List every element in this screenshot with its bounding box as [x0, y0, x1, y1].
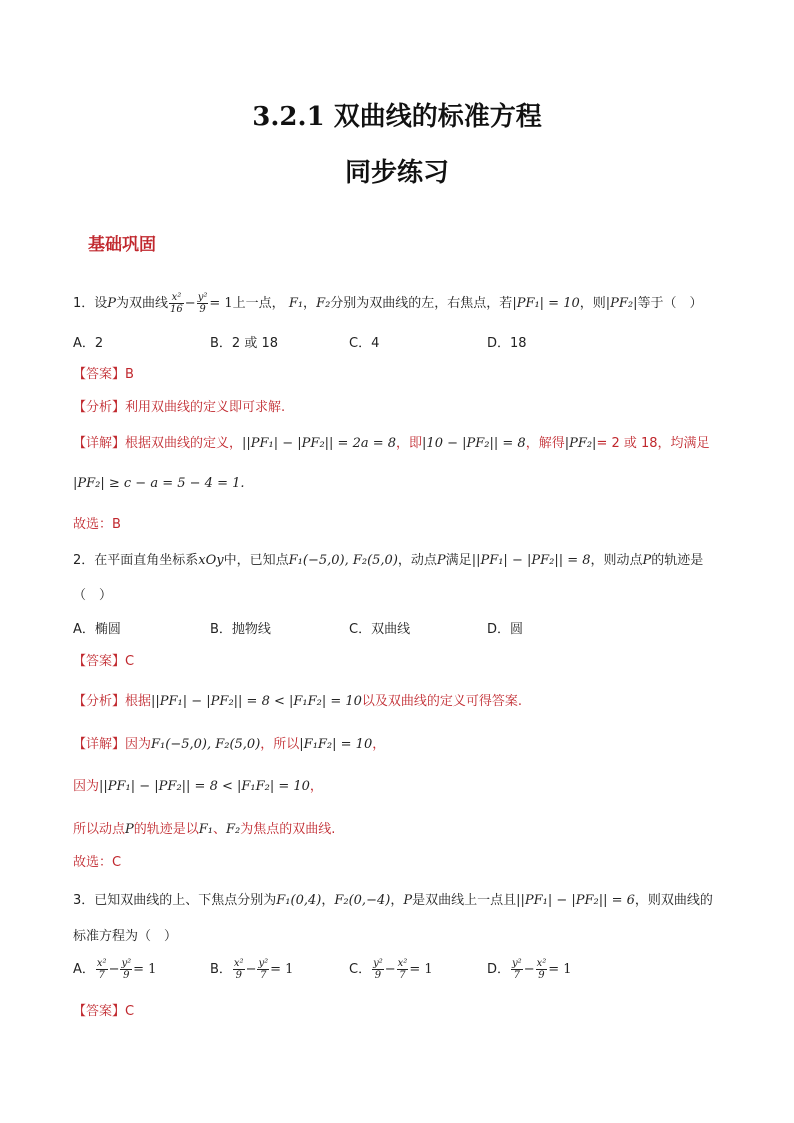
q1-stem-c: 上一点，	[232, 296, 285, 311]
q2-stem-e: ，则动点	[590, 553, 643, 568]
q1-var-p: P	[107, 296, 117, 311]
q1-stem-e: ，则	[579, 296, 606, 311]
q2-analysis-a: 【分析】根据	[73, 694, 152, 709]
q1-eq1: = 1	[209, 296, 233, 311]
q1-choice: 故选：B	[73, 517, 121, 532]
q3-option-a: A． $\frac{\text{x²}}{7}$ − $\frac{\text{y²}}{9}$ = 1	[73, 958, 157, 981]
q3-stem-a: 3．已知双曲线的上、下焦点分别为	[73, 893, 277, 908]
q1-detail-pf2: |PF₂|	[564, 436, 597, 451]
q2-stem-f: 的轨迹是	[651, 553, 704, 568]
q1-stem-d: 分别为双曲线的左，右焦点，若	[330, 296, 513, 311]
q1-diff-eq: ||PF₁| − |PF₂|| = 2a = 8	[242, 436, 397, 451]
q3-answer: 【答案】C	[73, 1004, 135, 1019]
q2-stem	[73, 549, 703, 568]
q1-pf1-eq: |PF₁| = 10	[512, 296, 580, 311]
q2-analysis-b: 以及双曲线的定义可得答案.	[361, 694, 523, 709]
q1-stem-b: 为双曲线	[116, 296, 169, 311]
q3-option-d: D． $\frac{\text{y²}}{7}$ − $\frac{\text{x²}}{9}$ = 1	[487, 958, 572, 981]
q2-detail-line2-a: 因为	[73, 779, 100, 794]
q2-detail-points: F₁(−5,0), F₂(5,0)	[151, 737, 261, 752]
q2-option-a: A．椭圆	[73, 622, 121, 637]
q1-option-a: A．2	[73, 336, 104, 351]
q2-line3-f2: F₂	[226, 822, 241, 837]
q2-line3-a: 所以动点	[73, 822, 126, 837]
q2-detail	[73, 733, 385, 752]
q1-detail-d: = 2 或 18，均满足	[596, 436, 710, 451]
q1-option-c: C．4	[349, 336, 380, 351]
q2-line3-b: 的轨迹是以	[133, 822, 199, 837]
q1-f1: F₁	[288, 296, 304, 311]
q1-pf2: |PF₂|	[605, 296, 638, 311]
page-title: 3.2.1 双曲线的标准方程	[252, 102, 542, 132]
q1-answer: 【答案】B	[73, 367, 134, 382]
q2-option-c: C．双曲线	[349, 622, 411, 637]
q2-var-p2: P	[642, 553, 652, 568]
q2-detail-comma: ，	[372, 737, 386, 752]
q2-detail-a: 【详解】因为	[73, 737, 152, 752]
page-subtitle: 同步练习	[344, 158, 449, 188]
q3-stem	[73, 889, 713, 908]
q1-detail	[73, 432, 710, 451]
q1-ten-eq: |10 − |PF₂|| = 8	[422, 436, 526, 451]
q1-f2: F₂	[316, 296, 331, 311]
q1-stem	[73, 292, 703, 315]
q1-detail-c: ，解得	[525, 436, 565, 451]
q3-stem-line2: 标准方程为（ ）	[73, 929, 178, 944]
q1-detail-a: 【详解】根据双曲线的定义，	[73, 436, 243, 451]
q2-line3-p: P	[125, 822, 134, 837]
q1-comma: ，	[303, 296, 317, 311]
section-heading: 基础巩固	[88, 235, 156, 255]
q2-diff8: ||PF₁| − |PF₂|| = 8	[471, 553, 591, 568]
q2-detail-b: ，所以	[260, 737, 300, 752]
q3-stem-b: ，	[321, 893, 335, 908]
q2-analysis	[73, 690, 522, 709]
q2-answer: 【答案】C	[73, 654, 135, 669]
q2-var-p: P	[436, 553, 446, 568]
q2-stem-line2: （ ）	[73, 588, 113, 603]
q2-line3-c: 、	[213, 822, 227, 837]
q1-option-d: D．18	[487, 336, 527, 351]
q1-detail-b: ，即	[396, 436, 423, 451]
q3-stem-e: ，则双曲线的	[634, 893, 713, 908]
q1-frac-y: $\frac{\text{y²}}{9}$	[197, 292, 208, 315]
q2-stem-b: 中，已知点	[223, 553, 289, 568]
q3-stem-d: 是双曲线上一点且	[412, 893, 517, 908]
q2-detail-line3	[73, 818, 335, 837]
q2-stem-c: ，动点	[397, 553, 437, 568]
q1-frac-x: $\frac{\text{x²}}{16}$	[170, 292, 183, 315]
q2-analysis-math: ||PF₁| − |PF₂|| = 8 < |F₁F₂| = 10	[151, 694, 362, 709]
q1-stem-a: 1．设	[73, 296, 108, 311]
q2-stem-d: 满足	[445, 553, 472, 568]
q1-minus: −	[184, 296, 196, 311]
q2-points: F₁(−5,0), F₂(5,0)	[288, 553, 398, 568]
q2-stem-a: 2．在平面直角坐标系	[73, 553, 199, 568]
q3-option-b: B． $\frac{\text{x²}}{9}$ − $\frac{\text{y²}}{7}$ = 1	[210, 958, 294, 981]
q3-option-c: C． $\frac{\text{y²}}{9}$ − $\frac{\text{x²}}{7}$ = 1	[349, 958, 433, 981]
q2-option-b: B．抛物线	[210, 622, 271, 637]
q3-f1: F₁(0,4)	[276, 893, 322, 908]
q1-option-b: B．2 或 18	[210, 336, 278, 351]
q2-option-d: D．圆	[487, 622, 524, 637]
q2-detail-f1f2: |F₁F₂| = 10	[299, 737, 373, 752]
q3-var-p: P	[403, 893, 413, 908]
q1-detail-line2: |PF₂| ≥ c − a = 5 − 4 = 1.	[73, 476, 245, 491]
q2-line3-d: 为焦点的双曲线.	[240, 822, 336, 837]
q2-xoy: xOy	[198, 553, 224, 568]
q1-analysis: 【分析】利用双曲线的定义即可求解.	[73, 400, 286, 415]
q2-detail-line2-math: ||PF₁| − |PF₂|| = 8 < |F₁F₂| = 10	[99, 779, 310, 794]
q3-diff: ||PF₁| − |PF₂|| = 6	[516, 893, 635, 908]
q1-stem-f: 等于（ ）	[637, 296, 703, 311]
q3-stem-c: ，	[390, 893, 404, 908]
q2-detail-line2	[73, 775, 323, 794]
q2-choice: 故选：C	[73, 855, 122, 870]
q2-detail-line2-comma: ，	[309, 779, 323, 794]
q3-f2: F₂(0,−4)	[334, 893, 391, 908]
q2-line3-f1: F₁	[198, 822, 214, 837]
